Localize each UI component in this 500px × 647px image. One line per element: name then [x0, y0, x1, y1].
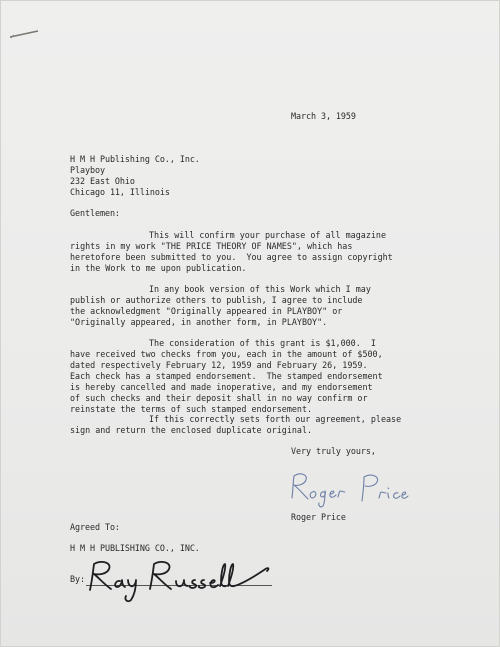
paragraph-4-line-1: If this correctly sets forth our agreement, please — [149, 414, 402, 424]
salutation: Gentlemen: — [70, 208, 120, 218]
paragraph-3 — [70, 338, 383, 415]
ray-russell-handwritten-signature — [84, 556, 274, 604]
paragraph-2-line-3: the acknowledgment "Originally appeared in PLAYBOY" or — [70, 306, 343, 316]
paragraph-3-line-2: have received two checks from you, each in the amount of $500, — [70, 349, 383, 359]
staple-mark-icon — [8, 28, 42, 40]
signature-name: Roger Price — [291, 512, 346, 522]
paragraph-3-line-4: Each check has a stamped endorsement. The stamped endorsement — [70, 371, 383, 381]
letter-date: March 3, 1959 — [291, 111, 356, 121]
paragraph-2 — [70, 284, 371, 328]
agreed-company: H M H PUBLISHING CO., INC. — [70, 543, 200, 553]
paragraph-2-line-1: In any book version of this Work which I may — [149, 284, 371, 294]
roger-price-handwritten-signature — [280, 468, 415, 510]
by-label: By: — [70, 574, 85, 584]
paragraph-2-line-2: publish or authorize others to publish, I agree to include — [70, 295, 363, 305]
agreed-label: Agreed To: — [70, 522, 120, 532]
paragraph-4 — [70, 414, 401, 436]
recipient-line-3: 232 East Ohio — [70, 176, 135, 186]
recipient-line-1: H M H Publishing Co., Inc. — [70, 154, 200, 164]
paragraph-3-line-3: dated respectively February 12, 1959 and February 26, 1959. — [70, 360, 368, 370]
paragraph-3-line-6: of such checks and their deposit shall in no way confirm or — [70, 393, 368, 403]
paragraph-1 — [70, 230, 393, 274]
paragraph-1-line-1: This will confirm your purchase of all magazine — [149, 230, 386, 240]
recipient-line-2: Playboy — [70, 165, 105, 175]
paragraph-4-line-2: sign and return the enclosed duplicate original. — [70, 425, 313, 435]
paragraph-2-line-4: "Originally appeared, in another form, in PLAYBOY". — [70, 317, 328, 327]
paragraph-1-line-2: rights in my work "THE PRICE THEORY OF NAMES", which has — [70, 241, 353, 251]
closing: Very truly yours, — [291, 446, 376, 456]
paragraph-1-line-4: in the Work to me upon publication. — [70, 263, 247, 273]
paragraph-3-line-7: reinstate the terms of such stamped endorsement. — [70, 404, 313, 414]
paragraph-1-line-3: heretofore been submitted to you. You agree to assign copyright — [70, 252, 393, 262]
recipient-line-4: Chicago 11, Illinois — [70, 187, 170, 197]
paragraph-3-line-5: is hereby cancelled and made inoperative, and my endorsement — [70, 382, 373, 392]
paragraph-3-line-1: The consideration of this grant is $1,000. I — [149, 338, 376, 348]
